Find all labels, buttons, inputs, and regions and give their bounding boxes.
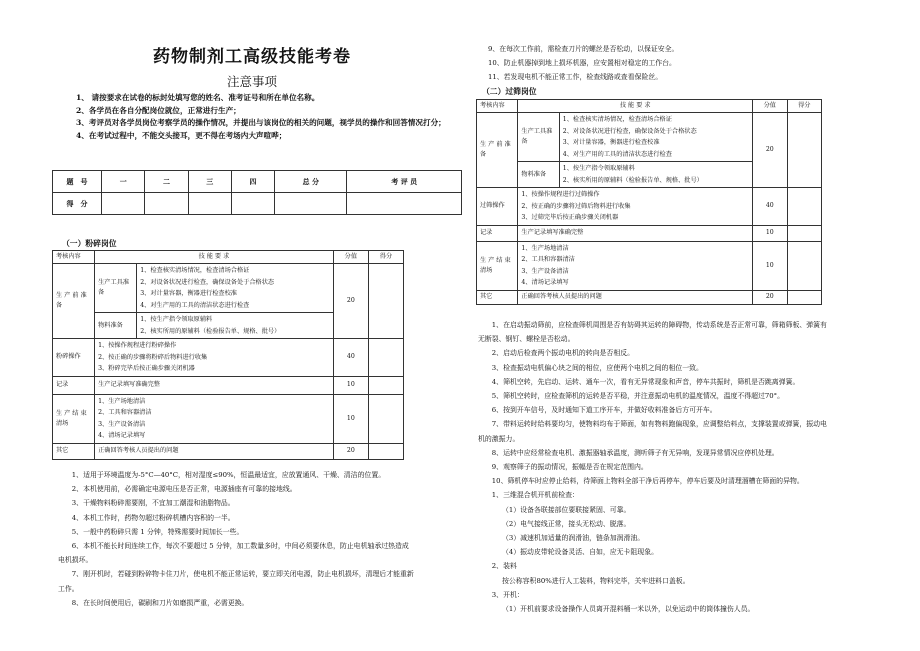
sub-label: 物料准备 xyxy=(95,313,137,339)
items-cell xyxy=(95,394,334,443)
table-header: 技 能 要 求 xyxy=(518,100,753,113)
paragraph: 10、防止机器掉到地上损坏机器，应安置相对稳定的工作台。 xyxy=(488,59,676,68)
item-cell: 生产记录填写准确完整 xyxy=(518,225,753,241)
paragraph: 6、本机不能长时间连续工作，每次不要超过 5 分钟，加工数量多时，中间必须要休息，防止电机轴承过热造成电机损坏。 xyxy=(58,542,409,565)
score-value: 10 xyxy=(753,225,788,241)
score-blank xyxy=(787,241,822,290)
row-label: 其它 xyxy=(477,290,518,304)
paragraph: 7、刚开机时，若碰到粉碎物卡住刀片，使电机不能正常运转，要立即关闭电源，防止电机损坏，清理后才能重新工作。 xyxy=(58,570,414,593)
list-item: 4、对生产用的工具的清洁状态进行检查 xyxy=(562,150,672,158)
score-value: 20 xyxy=(333,264,368,339)
score-header-cell: 二 xyxy=(145,171,188,193)
score-blank xyxy=(368,394,403,443)
paragraph: 8、运转中应经常检查电机、激振器轴承温度，测听筛子有无异响，发现异常情况应停机处理。 xyxy=(491,448,779,457)
crushing-notes-continued xyxy=(488,42,828,85)
paragraph: 8、在长时间使用后，碳刷和刀片如磨损严重，必需更换。 xyxy=(71,598,249,607)
score-value: 10 xyxy=(333,394,368,443)
paragraph: 1、适用于环境温度为-5°C—40°C，相对湿度≤90%，恒温最适宜，应放置通风、干燥、清洁的位置。 xyxy=(71,471,386,479)
row-label: 过筛操作 xyxy=(477,188,518,226)
items-cell xyxy=(518,188,753,226)
score-header-cell: 总 分 xyxy=(275,171,347,193)
score-blank xyxy=(787,188,822,226)
score-blank xyxy=(787,225,822,241)
items-cell xyxy=(137,313,334,339)
score-blank xyxy=(368,443,403,459)
list-item: 1、按操作规程进行粉碎操作 xyxy=(98,342,177,349)
list-item: 4、清场记录填写 xyxy=(521,279,569,286)
list-item: 2、核实所用的原辅料（检验报告单、规格、批号） xyxy=(140,327,281,335)
list-item: 1、按生产指令领取原辅料 xyxy=(140,316,213,323)
score-blank xyxy=(368,376,403,394)
list-item: 2、核实所用的原辅料（检验报告单、规格、批号） xyxy=(562,176,703,184)
paragraph: （2）电气接线正常，接头无松动、脱落。 xyxy=(502,519,631,528)
score-cell xyxy=(188,193,231,215)
paragraph: 4、本机工作时，药物勿超过粉碎机槽内容积的一半。 xyxy=(71,513,235,522)
score-value: 20 xyxy=(753,290,788,304)
score-blank xyxy=(368,264,403,339)
items-cell xyxy=(95,339,334,377)
list-item: 1、按生产指令领取原辅料 xyxy=(562,165,635,172)
list-item: 2、对设备状况进行检查，确保设备处于合格状态 xyxy=(562,127,697,135)
section-heading-sieving: （二）过筛岗位 xyxy=(482,87,537,96)
paragraph: 3、开机： xyxy=(491,590,524,599)
note-item: 3、考评员对各学员岗位考察学员的操作情况，并提出与该岗位的相关的问题，视学员的操作和回答情况打分； xyxy=(76,118,446,128)
score-header-cell: 一 xyxy=(102,171,145,193)
list-item: 2、按正确的步骤将粉碎后物料进行收集 xyxy=(98,353,208,361)
paragraph: 2、本机使用前，必需确定电源电压是否正常，电源插座有可靠的接地线。 xyxy=(71,485,297,494)
row-label: 记录 xyxy=(477,225,518,241)
notes-list xyxy=(76,92,468,142)
sub-label: 生产工具准备 xyxy=(95,264,137,313)
score-value: 10 xyxy=(753,241,788,290)
list-item: 3、生产设备清洁 xyxy=(521,267,569,275)
crushing-notes xyxy=(58,468,414,610)
paragraph: （4）振动皮带轮设备灵活、自如，应无卡阻现象。 xyxy=(502,548,658,557)
list-item: 1、检查核实清场情况，检查清场合格证 xyxy=(140,267,250,274)
paragraph: （3）减速机加适量的润滑油，链条加润滑油。 xyxy=(502,534,645,543)
table-header: 分值 xyxy=(333,251,368,264)
items-cell xyxy=(559,113,752,162)
score-value: 40 xyxy=(333,339,368,377)
sub-label: 生产工具准备 xyxy=(518,113,559,162)
list-item: 3、生产设备清洁 xyxy=(98,420,146,428)
score-cell xyxy=(102,193,145,215)
score-cell xyxy=(347,193,462,215)
paragraph: 3、检查振动电机偏心块之间的相位，应使两个电机之间的相位一致。 xyxy=(491,363,703,372)
table-header: 考核内容 xyxy=(53,251,95,264)
score-row-label: 得 分 xyxy=(53,193,102,215)
paragraph: 7、带料运转时给料要均匀，使物料均布于筛面，如有物料跑偏现象，应调整给料点，支撑装置或弹簧，振动电机的激振力。 xyxy=(478,420,827,443)
score-value: 20 xyxy=(753,113,788,188)
row-label: 记录 xyxy=(53,376,95,394)
list-item: 2、工具和容器清洁 xyxy=(98,409,152,416)
score-table xyxy=(52,170,462,215)
list-item: 2、按正确的步骤将过筛后物料进行收集 xyxy=(521,202,631,210)
item-cell: 正确回答考核人员提出的问题 xyxy=(95,443,334,459)
score-cell xyxy=(231,193,274,215)
row-label: 其它 xyxy=(53,443,95,459)
paragraph: 2、启动后检查两个振动电机的转向是否相反。 xyxy=(491,349,634,358)
score-header-cell: 四 xyxy=(231,171,274,193)
table-header: 得分 xyxy=(787,100,822,113)
table-header: 考核内容 xyxy=(477,100,518,113)
score-blank xyxy=(368,339,403,377)
paragraph: 11、若发现电机不能正常工作，检查线路或查看保险丝。 xyxy=(488,73,663,82)
paragraph: （1）开机前要求设备操作人员离开混料桶一米以外，以免运动中的筒体撞伤人员。 xyxy=(502,605,755,614)
score-blank xyxy=(787,113,822,188)
score-header-cell: 考 评 员 xyxy=(347,171,462,193)
list-item: 1、生产场地清洁 xyxy=(98,397,146,405)
score-value: 10 xyxy=(333,376,368,394)
paragraph: 按公称容积80%进行人工装料，物料完毕，关牢进料口盖板。 xyxy=(502,576,690,585)
list-item: 2、工具和容器清洁 xyxy=(521,256,575,263)
paragraph: 9、在每次工作前，需检查刀片的螺丝是否松动，以保证安全。 xyxy=(488,45,679,53)
list-item: 1、按操作规程进行过筛操作 xyxy=(521,191,600,198)
list-item: 3、对计量容器，衡器进行检查校准 xyxy=(562,139,660,146)
score-cell xyxy=(145,193,188,215)
score-header-cell: 题 号 xyxy=(53,171,102,193)
page-title: 药物制剂工高级技能考卷 xyxy=(153,47,351,67)
paragraph: （1）设备各联接部位要联接紧固、可靠。 xyxy=(502,505,631,514)
table-header: 得分 xyxy=(368,251,403,264)
list-item: 3、过筛完毕后按正确步骤关闭机器 xyxy=(521,214,619,221)
list-item: 2、对设备状况进行检查，确保设备处于合格状态 xyxy=(140,278,275,286)
items-cell xyxy=(518,241,753,290)
items-cell xyxy=(559,162,752,188)
row-label: 生 产 结 束清场 xyxy=(477,241,518,290)
paragraph: 2、装料 xyxy=(491,562,517,571)
paragraph: 4、筛机空转，先启动、运转、通车一次，看有无异常现象和声音，停车共振时，筛机是否跳离弹簧。 xyxy=(491,377,800,386)
sub-label: 物料准备 xyxy=(518,162,559,188)
note-item: 4、在考试过程中，不能交头接耳，更不得在考场内大声喧哗； xyxy=(76,130,287,140)
paragraph: 3、干燥物料粉碎需要刚，不宜加工潮湿和油脂物品。 xyxy=(71,499,235,508)
paragraph: 10、筛机停车时应停止给料，待筛面上物料全部干净后再停车，停车后要及时清理溜槽在筛面的异物。 xyxy=(491,477,804,486)
row-label: 生 产 结 束清场 xyxy=(53,394,95,443)
note-item: 1、 请按要求在试卷的标封处填写您的姓名、准考证号和所在单位名称。 xyxy=(76,93,320,102)
row-label: 粉碎操作 xyxy=(53,339,95,377)
row-label: 生 产 前 准 备 xyxy=(477,113,518,188)
list-item: 1、检查核实清场情况，检查清场合格证 xyxy=(562,116,672,123)
list-item: 4、对生产用的工具的清洁状态进行检查 xyxy=(140,301,250,309)
paragraph: 1、在启动振动筛前，应检查筛机周围是否有妨碍其运转的障碍物，传动系统是否正常可靠，筛箱筛板、弹簧有无断裂、钢钉、螺栓是否松动。 xyxy=(478,321,827,344)
page-subtitle: 注意事项 xyxy=(226,74,277,89)
sieving-notes xyxy=(478,318,828,616)
paragraph: 9、观察筛子的振动情况，振幅是否在规定范围内。 xyxy=(491,463,648,472)
section-heading-crushing: （一）粉碎岗位 xyxy=(62,239,117,248)
table-header: 技 能 要 求 xyxy=(95,251,334,264)
item-cell: 生产记录填写准确完整 xyxy=(95,376,334,394)
item-cell: 正确回答考核人员提出的问题 xyxy=(518,290,753,304)
list-item: 1、生产场地清洁 xyxy=(521,244,569,252)
paragraph: 5、筛机空转时，应检查筛机的运转是否平稳，并注意振动电机的温度情况，温度不得超过70°。 xyxy=(491,392,785,401)
paragraph: 6、按到开车信号，及时通知下道工序开车，并做好收料准备后方可开车。 xyxy=(491,406,717,415)
paragraph: 1、三维混合机开机前检查： xyxy=(491,491,579,500)
list-item: 3、粉碎完毕后按正确步骤关闭机器 xyxy=(98,365,195,372)
score-header-cell: 三 xyxy=(188,171,231,193)
score-value: 40 xyxy=(753,188,788,226)
sieving-skill-table xyxy=(476,99,822,305)
items-cell xyxy=(137,264,334,313)
score-value: 20 xyxy=(333,443,368,459)
note-item: 2、各学员在各自分配岗位就位，正常进行生产； xyxy=(76,105,241,115)
crushing-skill-table xyxy=(52,250,404,460)
paragraph: 5、一般中药粉碎只需 1 分钟，特殊需要时间加长一些。 xyxy=(71,527,244,536)
row-label: 生 产 前 准 备 xyxy=(53,264,95,339)
score-blank xyxy=(787,290,822,304)
list-item: 4、清场记录填写 xyxy=(98,432,146,439)
list-item: 3、对计量容器，衡器进行检查校准 xyxy=(140,290,237,297)
score-cell xyxy=(275,193,347,215)
table-header: 分值 xyxy=(753,100,788,113)
